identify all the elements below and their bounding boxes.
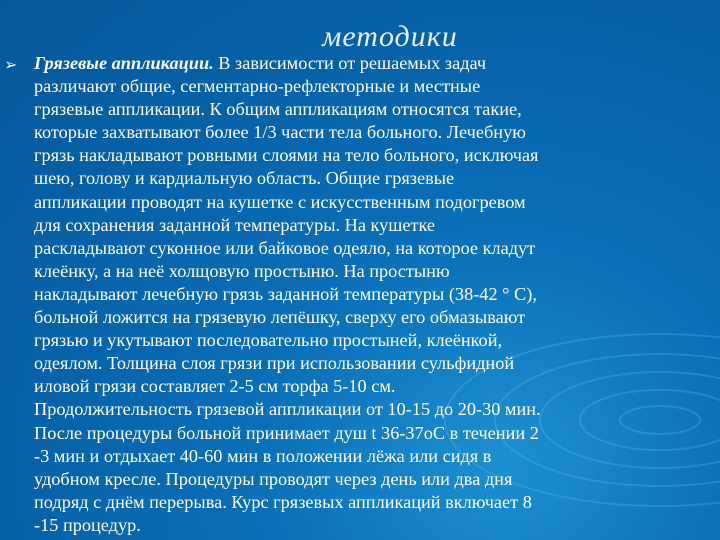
body-line: для сохранения заданной температуры. На кушетке — [34, 214, 436, 235]
body-line: шею, голову и кардиальную область. Общие грязевые — [34, 168, 455, 189]
body-line: раскладывают суконное или байковое одеяло, на которое кладут — [34, 237, 536, 258]
body-line: одеялом. Толщина слоя грязи при использовании сульфидной — [34, 353, 515, 374]
body-line: различают общие, сегментарно-рефлекторные и местные — [34, 76, 481, 97]
body-line: -15 процедур. — [34, 514, 141, 535]
body-line: клеёнку, а на неё холщовую простыню. На простыню — [34, 260, 450, 281]
slide-title: методики — [322, 20, 458, 53]
body-line: удобном кресле. Процедуры проводят через день или два дня — [34, 468, 513, 489]
body-line: грязевые аппликации. К общим аппликациям относятся такие, — [34, 99, 522, 120]
body-line-1 — [34, 52, 716, 75]
body-line: После процедуры больной принимает душ t 36-37оС в течении 2 — [34, 422, 539, 443]
body-line: Продолжительность грязевой аппликации от 10-15 до 20-30 мин. — [34, 399, 541, 420]
arrow-bullet-icon: ➢ — [4, 55, 18, 74]
lead-phrase: Грязевые аппликации. — [34, 53, 214, 73]
body-line: грязью и укутывают последовательно простыней, клеёнкой, — [34, 330, 503, 351]
body-line: подряд с днём перерыва. Курс грязевых аппликаций включает 8 — [34, 491, 532, 512]
body-text: В зависимости от решаемых задач — [213, 53, 487, 73]
body-line: грязь накладывают ровными слоями на тело больного, исключая — [34, 145, 539, 166]
body-line: -3 мин и отдыхает 40-60 мин в положении лёжа или сидя в — [34, 445, 492, 466]
body-line: иловой грязи составляет 2-5 см торфа 5-10 см. — [34, 376, 396, 397]
body-line: накладывают лечебную грязь заданной температуры (38-42 ° С), — [34, 283, 537, 304]
body-line: больной ложится на грязевую лепёшку, сверху его обмазывают — [34, 307, 526, 328]
body-line: аппликации проводят на кушетке с искусственным подогревом — [34, 191, 526, 212]
slide-body — [34, 52, 716, 537]
body-line: которые захватывают более 1/3 части тела больного. Лечебную — [34, 122, 526, 143]
